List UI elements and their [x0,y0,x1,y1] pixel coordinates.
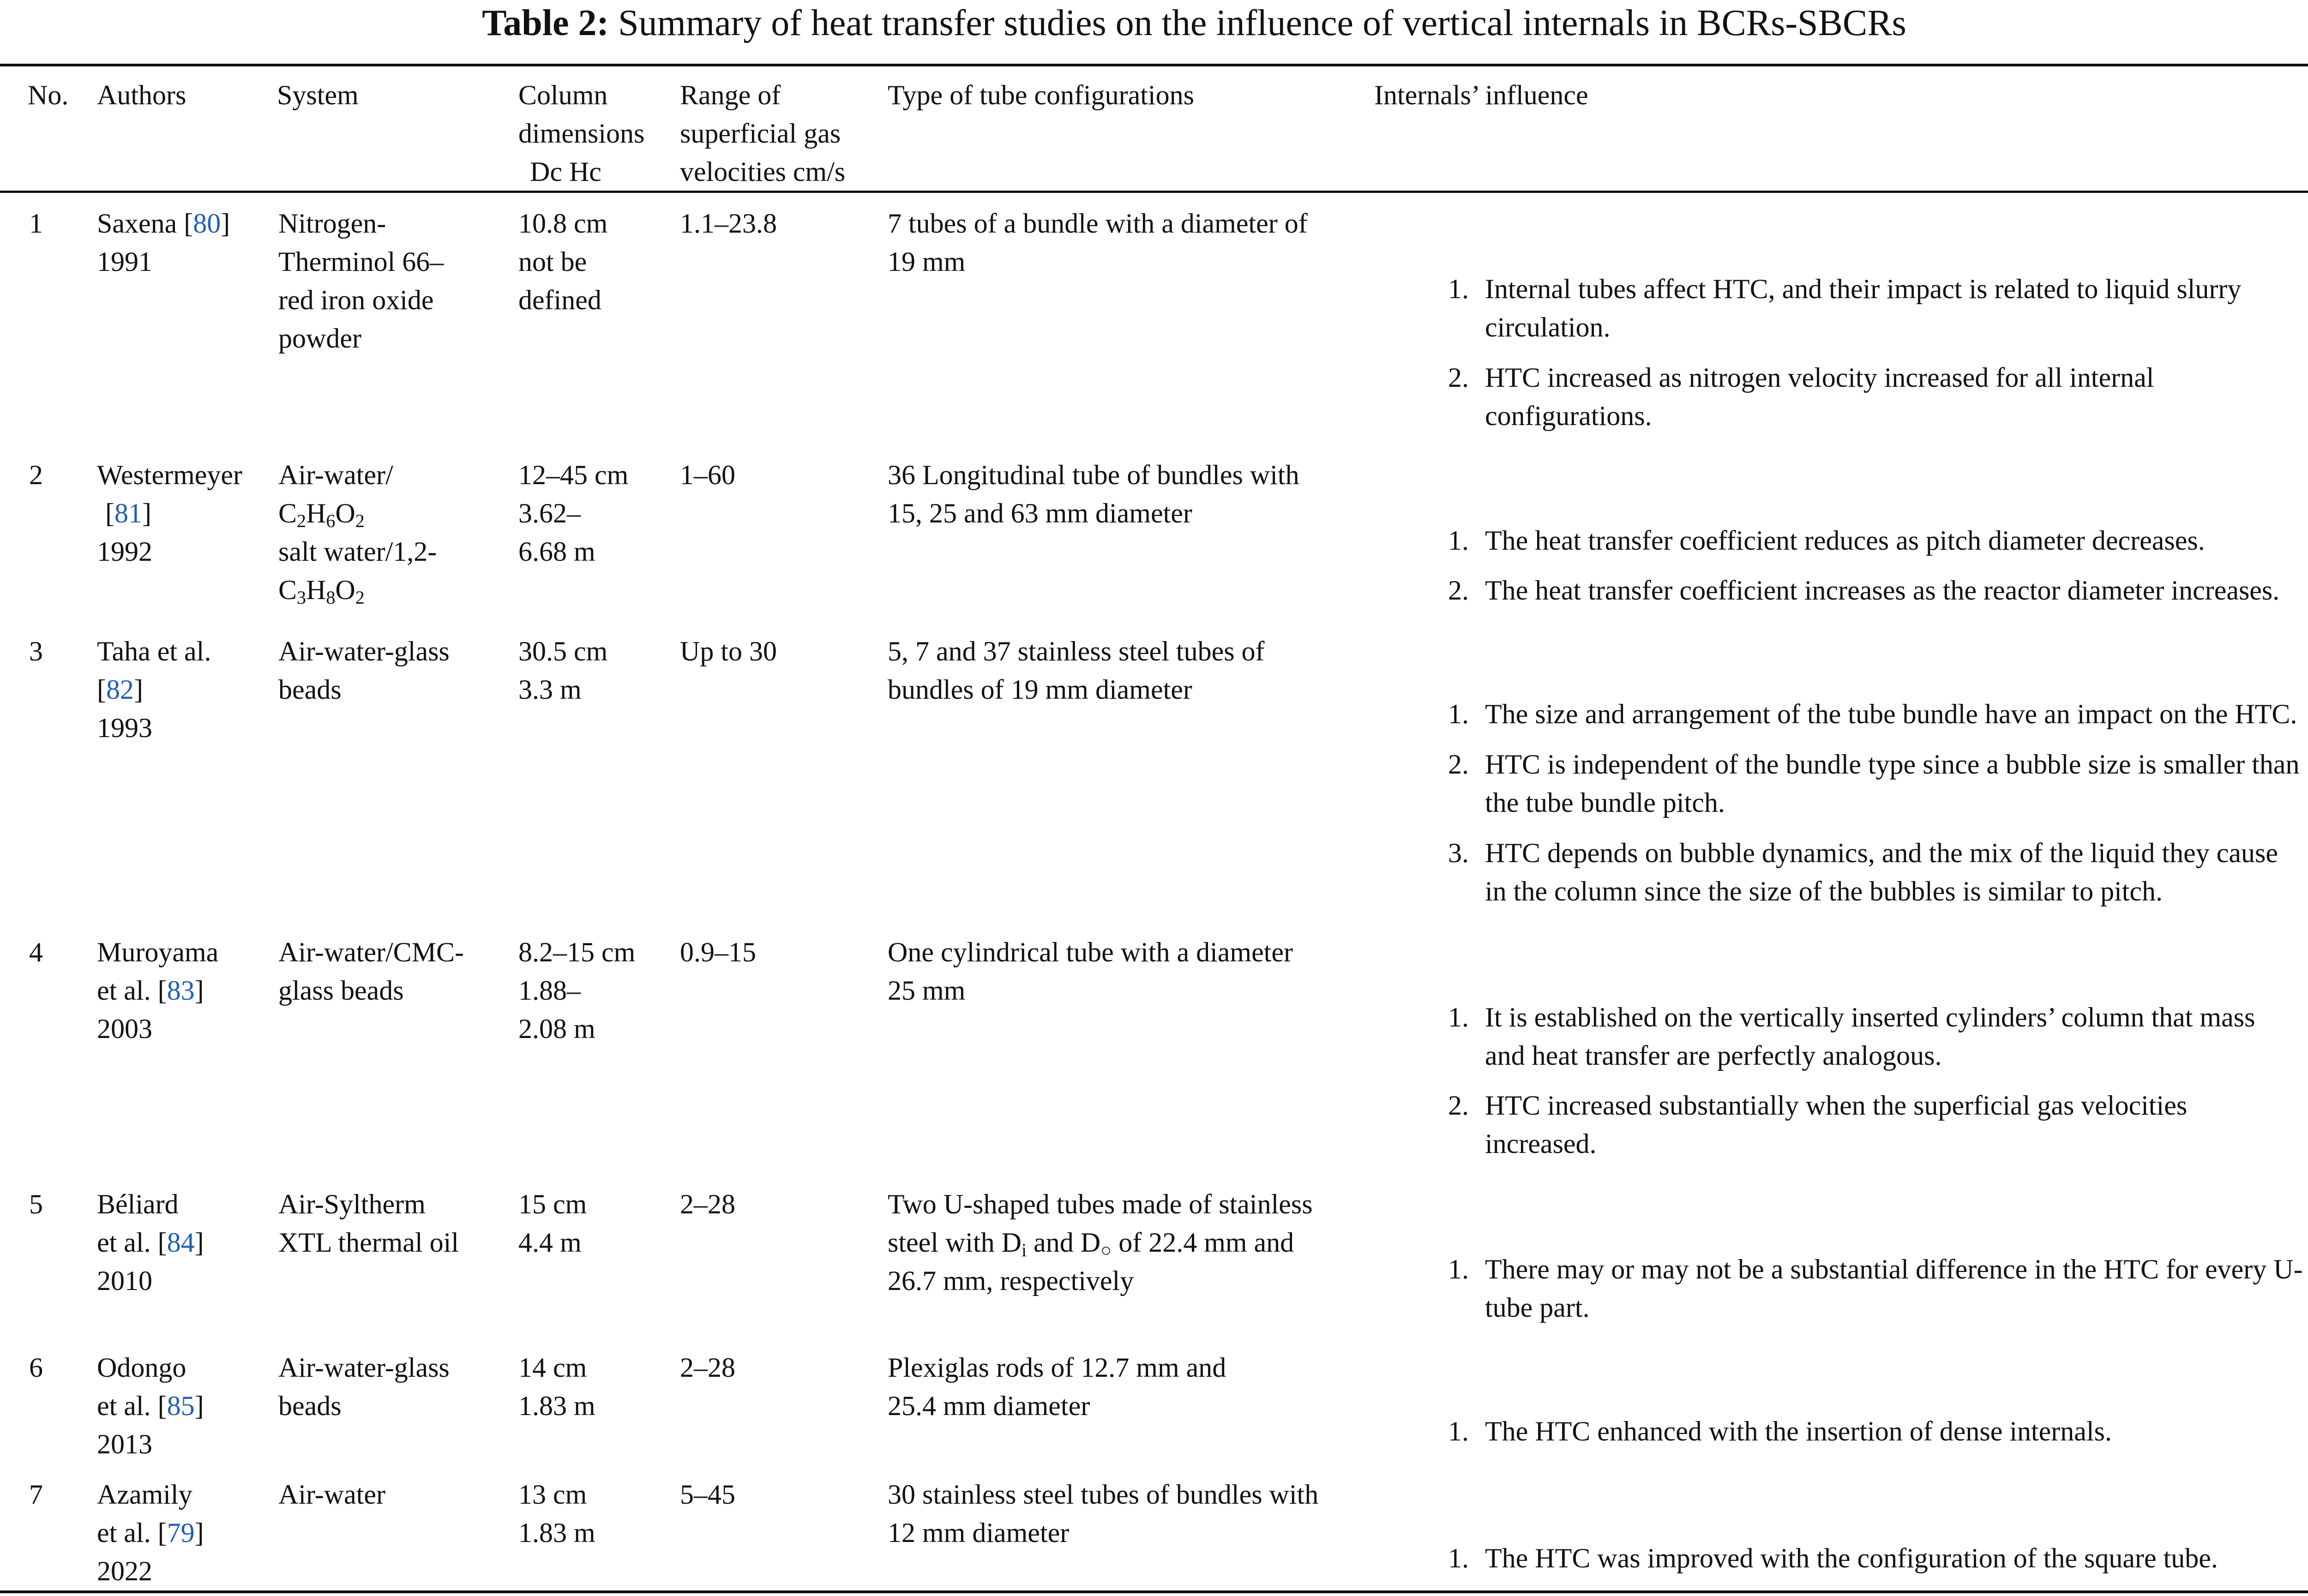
citation-link[interactable]: 79 [167,1518,195,1548]
row-configuration: 7 tubes of a bundle with a diameter of 19 mm [888,208,1308,277]
citation-link[interactable]: 82 [106,674,134,705]
header-no: No. [28,80,69,110]
row-number: 6 [29,1352,43,1383]
row-dimensions: 15 cm 4.4 m [518,1189,587,1258]
row-number: 2 [29,460,43,490]
header-rule [0,191,2308,193]
row-configuration: 36 Longitudinal tube of bundles with 15, 25 and 63 mm diameter [888,460,1299,528]
row-velocity: 5–45 [680,1479,735,1510]
row-configuration: Plexiglas rods of 12.7 mm and 25.4 mm diameter [888,1352,1226,1421]
row-dimensions: 30.5 cm 3.3 m [518,636,608,705]
row-system: Air-Syltherm XTL thermal oil [278,1189,459,1258]
table-title: Summary of heat transfer studies on the influence of vertical internals in BCRs-SBCRs [618,3,1906,43]
table-caption [0,0,2308,55]
row-velocity: 0.9–15 [680,937,756,967]
row-velocity: 2–28 [680,1352,735,1383]
row-authors: Azamily et al. [79] 2022 [97,1479,204,1586]
row-velocity: Up to 30 [680,636,777,666]
row-authors: Saxena [80] 1991 [97,208,230,277]
header-influence: Internals’ influence [1374,80,1588,110]
bottom-rule [0,1590,2308,1593]
header-dimensions: Column dimensions Dc Hc [518,80,645,187]
citation-link[interactable]: 85 [167,1391,195,1421]
row-authors: Béliard et al. [84] 2010 [97,1189,204,1296]
row-number: 7 [29,1479,43,1510]
row-dimensions: 8.2–15 cm 1.88– 2.08 m [518,937,636,1044]
row-configuration: One cylindrical tube with a diameter 25 mm [888,937,1293,1006]
row-authors: Muroyama et al. [83] 2003 [97,937,219,1044]
citation-link[interactable]: 83 [167,975,195,1006]
header-authors: Authors [97,80,186,110]
row-velocity: 1.1–23.8 [680,208,777,239]
row-system: Air-water-glass beads [278,1352,450,1421]
header-system: System [277,80,359,110]
row-authors: Taha et al. [82] 1993 [97,636,211,743]
citation-link[interactable]: 80 [193,208,221,239]
top-rule [0,64,2308,66]
row-system: Air-water [278,1479,386,1510]
row-number: 3 [29,636,43,666]
row-system: Nitrogen- Therminol 66– red iron oxide powder [278,208,444,354]
row-system: Air-water/ $C_2H_6O_2$ salt water/1,2- $C_3H_8O_2$ [278,460,437,608]
row-number: 4 [29,937,43,967]
row-dimensions: 14 cm 1.83 m [518,1352,595,1421]
row-dimensions: 10.8 cm not be defined [518,208,608,315]
row-dimensions: 13 cm 1.83 m [518,1479,595,1548]
header-velocity: Range of superficial gas velocities cm/s [680,80,846,187]
citation-link[interactable]: 81 [114,498,142,528]
row-number: 1 [29,208,43,239]
row-configuration: 30 stainless steel tubes of bundles with 12 mm diameter [888,1479,1319,1548]
row-system: Air-water/CMC- glass beads [278,937,464,1006]
row-number: 5 [29,1189,43,1219]
row-configuration: 5, 7 and 37 stainless steel tubes of bundles of 19 mm diameter [888,636,1265,705]
row-velocity: 2–28 [680,1189,735,1219]
row-authors: Westermeyer [81] 1992 [97,460,242,567]
row-system: Air-water-glass beads [278,636,450,705]
row-configuration: Two U-shaped tubes made of stainless steel with $D_i$ and $D_○$ of 22.4 mm and 26.7 mm, respectively [888,1189,1313,1296]
row-authors: Odongo et al. [85] 2013 [97,1352,204,1459]
row-velocity: 1–60 [680,460,735,490]
table-label: Table 2: [482,3,609,43]
citation-link[interactable]: 84 [167,1227,195,1258]
header-configuration: Type of tube configurations [888,80,1194,110]
row-dimensions: 12–45 cm 3.62– 6.68 m [518,460,629,567]
